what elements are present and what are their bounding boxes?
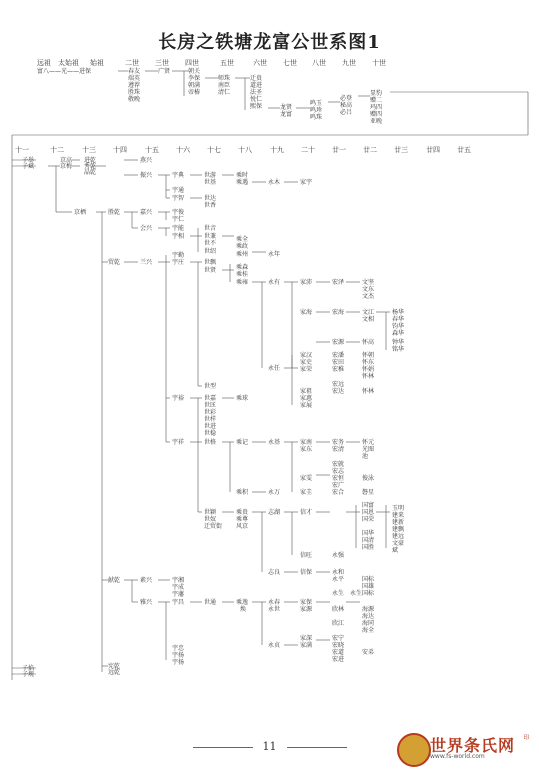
gen-label: 十九 — [270, 146, 284, 154]
gen21-name: 国雄 — [362, 583, 375, 590]
gen21-name: 文相 — [362, 316, 375, 323]
gen19-name: 信旺 — [300, 552, 313, 559]
gen12-name: 京高 — [60, 157, 73, 164]
gen16-name: 世格 — [204, 439, 217, 446]
gen21-name: 怀高 — [362, 339, 375, 346]
gen20-name: 宏合 — [332, 489, 345, 496]
gen19-name: 家惠 — [300, 395, 313, 402]
gen16-name: 世绍 — [204, 248, 217, 255]
gen-label: 十七 — [207, 146, 221, 154]
gen19-name: 信保 — [300, 569, 313, 576]
gen13-name: 宪乾 — [108, 663, 121, 670]
gen16-name: 世基 — [204, 179, 217, 186]
gen13-name: 秀乾 — [84, 163, 97, 170]
gen17-name: 焕 — [240, 606, 247, 613]
gen-label: 二十 — [301, 146, 315, 154]
gen20-name: 欣林 — [332, 606, 345, 613]
gen21-name: 怀东 — [362, 359, 375, 366]
gen16-name: 世颖 — [204, 509, 217, 516]
gen21-name: 怀娟 — [362, 366, 375, 373]
gen20-name: 宏清 — [332, 446, 345, 453]
gen15-name: 宇湘 — [172, 577, 185, 584]
gen16-name: 世贤 — [204, 267, 217, 274]
gen22-name: 钟华 — [392, 339, 405, 346]
gen15-name: 宇典 — [172, 172, 185, 179]
gen9-names: 必登 秘高 必吕 — [340, 95, 353, 116]
gen18-name: 永有 — [268, 279, 281, 286]
gen11-name: 子焰 — [22, 665, 35, 672]
gen15-name: 宇通 — [172, 187, 185, 194]
gen22-name: 森华 — [392, 330, 405, 337]
gen15-name: 宇忠 — [172, 645, 185, 652]
gen19-name: 家东 — [300, 446, 313, 453]
gen21-name: 光图 — [362, 446, 375, 453]
gen-label: 廿二 — [363, 146, 377, 154]
gen21-name: 国富 — [362, 502, 375, 509]
brand-url: www.fs-world.com — [430, 753, 485, 760]
gen16-name: 迁贸街 — [204, 523, 223, 530]
gen17-name: 乘州 — [236, 251, 249, 258]
gen19-name: 家祖 — [300, 388, 313, 395]
gen21-name: 国标 — [362, 576, 375, 583]
page-title: 长房之铁塘龙富公世系图1 — [158, 32, 381, 53]
gen15-name: 宇裕 — [172, 395, 185, 402]
gen-label: 十三 — [82, 146, 96, 154]
gen-label: 廿五 — [457, 146, 471, 154]
gen-label: 十五 — [145, 146, 159, 154]
gen19-name: 家史 — [300, 359, 313, 366]
page-rule-right — [287, 747, 347, 748]
gen15-name: 宇成 — [172, 584, 185, 591]
gen15-name: 宇扬 — [172, 652, 185, 659]
gen17-name: 乘全 — [236, 236, 249, 243]
bottom-generation-header — [0, 145, 539, 155]
gen4-names: 朝关 李保 朝满 帝椿 — [188, 68, 201, 96]
gen21-name: 怀元 — [362, 439, 375, 446]
gen14-name: 素兴 — [140, 577, 153, 584]
gen16-name: 世通 — [204, 599, 217, 606]
gen20-name: 宏海 — [332, 309, 345, 316]
gen21-name: 怀林 — [362, 373, 375, 380]
gen-label: 七世 — [283, 59, 297, 67]
gen17-name: 乘记 — [236, 439, 249, 446]
gen16-name: 世飘 — [204, 259, 217, 266]
gen21-name: 安弟 — [362, 649, 375, 656]
gen22-name: 玉明 — [392, 505, 405, 512]
gen21-name: 俊泳 — [362, 475, 375, 482]
gen16-name: 世嘉 — [204, 395, 217, 402]
gen20-name: 永和 — [332, 569, 345, 576]
gen22-name: 建来 — [392, 512, 405, 519]
gen19-name: 家汉 — [300, 352, 313, 359]
gen12-name: 京梅 — [60, 163, 73, 170]
gen13-name: 远乾 — [108, 669, 121, 676]
gen-label: 八世 — [312, 59, 326, 67]
gen18-name: 永年 — [268, 251, 281, 258]
brand-name: 世界条氏网 — [430, 736, 516, 755]
gen-label: 十六 — [176, 146, 190, 154]
gen21-name: 国荣 — [362, 516, 375, 523]
gen13-name: 晶乾 — [84, 169, 97, 176]
gen15-name: 宇能 — [172, 225, 185, 232]
gen20-name: 宏晓 — [332, 642, 345, 649]
gen20-name: 宏道 — [332, 649, 345, 656]
gen17-name: 乘球 — [236, 395, 249, 402]
gen15-name: 宇勤 — [172, 252, 185, 259]
gen20-name: 欣江 — [332, 620, 345, 627]
gen18-name: 永任 — [268, 365, 281, 372]
gen18-name: 永基 — [268, 439, 281, 446]
gen11-name: 子举 — [22, 157, 35, 164]
gen14-name: 兰兴 — [140, 259, 153, 266]
gen20-name: 宏广 — [332, 482, 345, 489]
gen13-name: 贸乾 — [108, 259, 121, 266]
gen17-name: 乘森 — [236, 264, 249, 271]
gen16-name: 世香 — [204, 202, 217, 209]
gen14-name: 雅兴 — [140, 599, 153, 606]
gen21-name: 永生 — [350, 590, 363, 597]
gen21-name: 怀林 — [362, 388, 375, 395]
gen-label: 三世 — [155, 59, 169, 67]
gen16-name: 世兼 — [204, 233, 217, 240]
gen17-name: 乘遇 — [236, 179, 249, 186]
gen17-name: 乘政 — [236, 243, 249, 250]
gen12-name: 京栖 — [74, 209, 87, 216]
gen-label: 太始祖 — [58, 59, 79, 67]
gen19-name: 家保 — [300, 599, 313, 606]
gen20-name: 宏源 — [332, 339, 345, 346]
gen19-name: 家荣 — [300, 366, 313, 373]
gen17-name: 乘积 — [236, 489, 249, 496]
gen13-name: 胜乾 — [108, 209, 121, 216]
gen20-name: 宏宁 — [332, 635, 345, 642]
gen-label: 十八 — [238, 146, 252, 154]
gen13-name: 献乾 — [108, 577, 121, 584]
gen19-name: 家源 — [300, 606, 313, 613]
gen15-name: 宇藩 — [172, 591, 185, 598]
gen-label: 九世 — [342, 59, 356, 67]
gen-label: 十世 — [372, 59, 386, 67]
gen21-name: 磐星 — [362, 489, 375, 496]
gen-label: 始祖 — [90, 59, 104, 67]
gen19-name: 家海 — [300, 309, 313, 316]
gen16-name: 世彩 — [204, 409, 217, 416]
gen19-name: 家深 — [300, 635, 313, 642]
seal-stamp-icon: 印 — [522, 734, 529, 740]
gen21-name: 文坚 — [362, 279, 375, 286]
gen20-name: 永生 — [332, 590, 345, 597]
gen-label: 远祖 — [37, 59, 51, 67]
gen15-name: 宇祥 — [172, 439, 185, 446]
gen-label: 六世 — [253, 59, 267, 67]
gen20-name: 宏就 — [332, 461, 345, 468]
gen20-name: 宏稚 — [332, 366, 345, 373]
gen16-name: 世不 — [204, 240, 217, 247]
gen19-name: 家宇 — [300, 179, 313, 186]
gen22-name: 钧华 — [392, 323, 405, 330]
gen21-name: 海达 — [362, 613, 375, 620]
gen22-name: 杨华 — [392, 309, 405, 316]
gen20-name: 宏达 — [332, 388, 345, 395]
gen21-name: 国华 — [362, 530, 375, 537]
gen21-name: 文东 — [362, 286, 375, 293]
gen17-name: 风京 — [236, 523, 249, 530]
gen15-name: 宇庄 — [172, 259, 185, 266]
gen16-name: 世奴 — [204, 516, 217, 523]
gen21-name: 国恩 — [362, 509, 375, 516]
gen15-name: 宇扬 — [172, 659, 185, 666]
gen19-name: 家南 — [300, 439, 313, 446]
gen21-name: 国清 — [362, 537, 375, 544]
gen18-name: 志良 — [268, 569, 281, 576]
gen20-name: 永平 — [332, 576, 345, 583]
gen19-name: 家满 — [300, 642, 313, 649]
gen17-name: 乘时 — [236, 172, 249, 179]
gen21-name: 文杰 — [362, 293, 375, 300]
gen18-name: 永春 — [268, 599, 281, 606]
gen20-name: 宏泽 — [332, 279, 345, 286]
gen17-name: 乘尊 — [236, 516, 249, 523]
gen8-names: 鸣玉 鸣珍 鸣珠 — [310, 100, 323, 121]
gen21-name: 池 — [362, 453, 369, 460]
gen20-name: 宏潘 — [332, 352, 345, 359]
gen14-name: 嘉兴 — [140, 209, 153, 216]
top-ancestor-chain: 富八——光——进保 — [37, 68, 92, 75]
gen18-name: 志湖 — [268, 509, 281, 516]
gen21-name: 海源 — [362, 606, 375, 613]
gen14-name: 燕兴 — [140, 157, 153, 164]
gen18-name: 永世 — [268, 606, 281, 613]
gen19-name: 家雯 — [300, 475, 313, 482]
gen22-name: 铭华 — [392, 346, 405, 353]
gen5-names: 师珠 南臣 清仁 — [218, 75, 231, 96]
gen13-name: 进乾 — [84, 157, 97, 164]
gen22-name: 文豪 — [392, 540, 405, 547]
gen16-name: 世型 — [204, 383, 217, 390]
gen15-name: 宇昌 — [172, 599, 185, 606]
gen11-name: 子规 — [22, 671, 35, 678]
page-number-text: 11 — [262, 740, 277, 753]
gen17-name: 乘贵 — [236, 509, 249, 516]
gen2-names: 春友 端英 遵荐 胜珠 敬晚 — [128, 68, 141, 103]
gen10-names: 显豹 赠二 玛四 赠四 亚晚 — [370, 90, 383, 125]
gen18-name: 永木 — [268, 179, 281, 186]
gen17-name: 乘桂 — [236, 271, 249, 278]
gen17-name: 乘雍 — [236, 279, 249, 286]
gen-label: 廿三 — [394, 146, 408, 154]
gen21-name: 海全 — [362, 627, 375, 634]
gen15-name: 宇仁 — [172, 216, 185, 223]
gen21-name: 怀朝 — [362, 352, 375, 359]
gen19-name: 家圭 — [300, 489, 313, 496]
gen21-name: 国标 — [362, 590, 375, 597]
page-rule-left — [193, 747, 253, 748]
gen20-name: 宏进 — [332, 656, 345, 663]
gen16-name: 世达 — [204, 195, 217, 202]
gen16-name: 世游 — [204, 172, 217, 179]
gen11-name: 子斌 — [22, 163, 35, 170]
gen20-name: 宏志 — [332, 468, 345, 475]
gen7-names: 龙贤 龙富 — [280, 104, 293, 118]
gen19-name: 家展 — [300, 402, 313, 409]
gen20-name: 永强 — [332, 552, 345, 559]
gen-label: 廿四 — [426, 146, 440, 154]
gen16-name: 世进 — [204, 423, 217, 430]
gen20-name: 宏恒 — [332, 475, 345, 482]
gen22-name: 斌 — [392, 547, 399, 554]
gen18-name: 永万 — [268, 489, 281, 496]
gen-label: 五世 — [220, 59, 234, 67]
gen16-name: 世样 — [204, 416, 217, 423]
brand-logo-icon — [397, 733, 431, 767]
gen-label: 十一 — [15, 146, 29, 154]
gen16-name: 世音 — [204, 225, 217, 232]
gen6-names: 迁贵 道进 法圣 悦仁 熙保 — [250, 75, 263, 110]
gen-label: 廿一 — [332, 146, 346, 154]
gen-label: 四世 — [185, 59, 199, 67]
gen16-name: 世稳 — [204, 430, 217, 437]
gen15-name: 宇相 — [172, 233, 185, 240]
gen14-name: 振兴 — [140, 172, 153, 179]
gen22-name: 春华 — [392, 316, 405, 323]
gen20-name: 宏远 — [332, 381, 345, 388]
gen21-name: 文江 — [362, 309, 375, 316]
gen16-name: 世匡 — [204, 402, 217, 409]
gen-label: 十四 — [113, 146, 127, 154]
gen20-name: 宏务 — [332, 439, 345, 446]
gen-label: 二世 — [125, 59, 139, 67]
gen3-names: 广贤 — [158, 68, 171, 75]
gen21-name: 海同 — [362, 620, 375, 627]
gen14-name: 会兴 — [140, 225, 153, 232]
gen21-name: 国胜 — [362, 544, 375, 551]
gen15-name: 宇智 — [172, 195, 185, 202]
gen17-name: 乘逸 — [236, 599, 249, 606]
gen19-name: 信才 — [300, 509, 313, 516]
gen18-name: 永贞 — [268, 642, 281, 649]
gen22-name: 建新 — [392, 519, 405, 526]
gen-label: 十二 — [50, 146, 64, 154]
gen22-name: 建远 — [392, 533, 405, 540]
gen22-name: 建飘 — [392, 526, 405, 533]
gen20-name: 宏田 — [332, 359, 345, 366]
gen19-name: 家沛 — [300, 279, 313, 286]
gen15-name: 宇俊 — [172, 209, 185, 216]
